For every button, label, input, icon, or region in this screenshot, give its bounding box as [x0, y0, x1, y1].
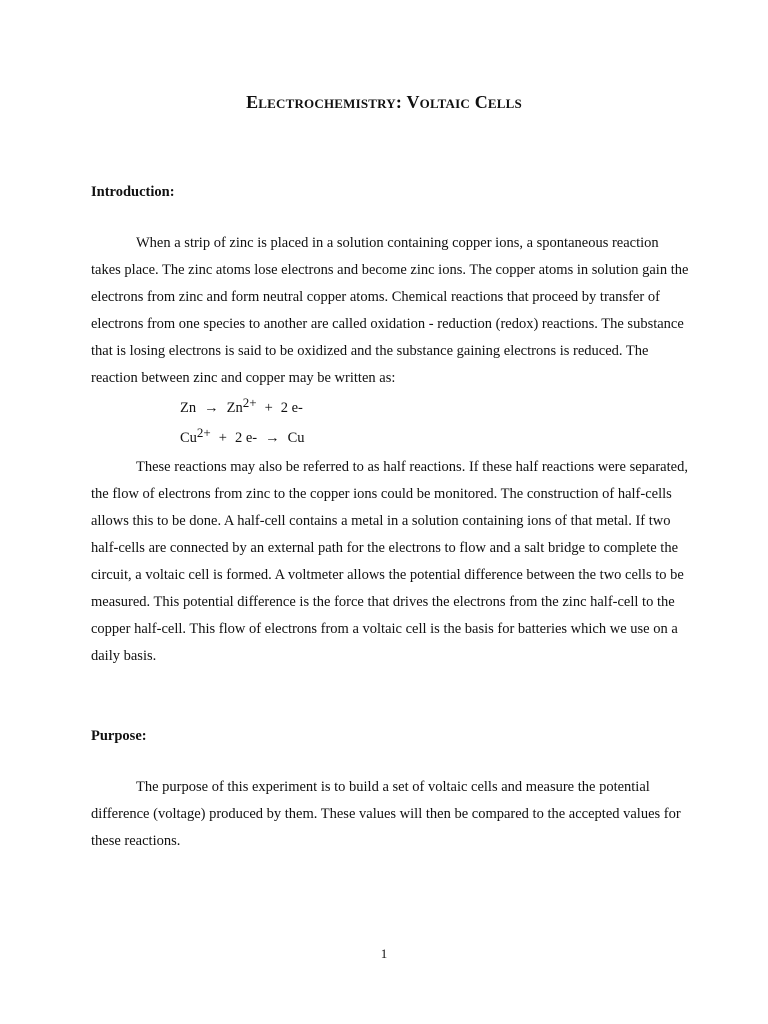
page-number: 1 [380, 946, 388, 961]
eq1-arrow: → [204, 400, 219, 416]
eq1-plus: + [264, 400, 273, 416]
eq1-electrons: 2 e- [280, 400, 303, 416]
introduction-heading: Introduction: [91, 184, 175, 200]
eq2-product: Cu [287, 430, 305, 446]
eq2-electrons: 2 e- [234, 430, 258, 446]
eq1-product-charge: 2+ [242, 395, 257, 411]
purpose-heading: Purpose: [91, 728, 147, 744]
introduction-paragraph-2: These reactions may also be referred to as half reactions. If these half reactions were separated, the flow of electrons from zinc to the copper ions could be monitored. The construction of half-cells allows this to be done. A half-cell contains a metal in a solution containing ions of that metal. If two half-cells are connected by an external path for the electrons to flow and a salt bridge to complete the circuit, a voltaic cell is formed. A voltmeter allows the potential difference between the two cells to be measured. This potential difference is the force that drives the electrons from the zinc half-cell to the copper half-cell. This flow of electrons from a voltaic cell is the basis for batteries which we use on a daily basis. [91, 459, 688, 664]
eq1-reactant: Zn [180, 400, 197, 416]
eq2-plus: + [218, 430, 227, 446]
half-reaction-copper [180, 425, 305, 447]
introduction-paragraph-1: When a strip of zinc is placed in a solution containing copper ions, a spontaneous reaction takes place. The zinc atoms lose electrons and become zinc ions. The copper atoms in solution gain the electrons from zinc and form neutral copper atoms. Chemical reactions that proceed by transfer of electrons from one species to another are called oxidation - reduction (redox) reactions. The substance that is losing electrons is said to be oxidized and the substance gaining electrons is reduced. The reaction between zinc and copper may be written as: [91, 235, 689, 386]
purpose-paragraph: The purpose of this experiment is to build a set of voltaic cells and measure the potential difference (voltage) produced by them. These values will then be compared to the accepted values for these reactions. [91, 779, 681, 849]
document-title: Electrochemistry: Voltaic Cells [246, 92, 522, 112]
eq1-product-base: Zn [226, 400, 243, 416]
eq2-arrow: → [265, 430, 280, 446]
eq2-reactant-base: Cu [180, 430, 197, 446]
eq2-reactant-charge: 2+ [196, 425, 211, 441]
half-reaction-zinc [180, 395, 303, 417]
